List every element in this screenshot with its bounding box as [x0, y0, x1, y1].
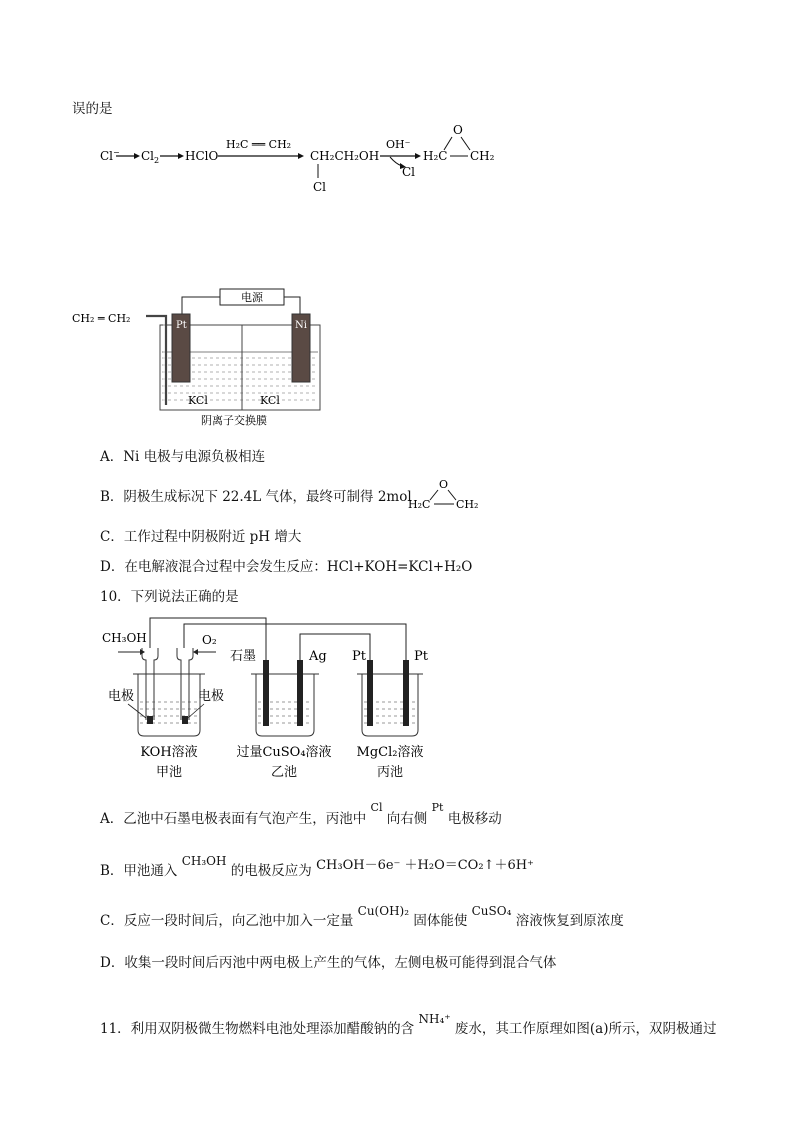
- scheme-hclo: HClO: [185, 149, 219, 163]
- q10-option-d: D．收集一段时间后丙池中两电极上产生的气体，左侧电极可能得到混合气体: [100, 955, 557, 971]
- scheme-cl-minus: Cl: [100, 149, 114, 163]
- svg-text:H₂C: H₂C: [408, 498, 431, 511]
- q10-b-equation: CH₃OH－6e⁻ ＋H₂O＝CO₂↑＋6H⁺: [316, 858, 534, 873]
- scheme-ethylene: H₂C ══ CH₂: [226, 138, 292, 151]
- q10-option-b: B．甲池通入 CH₃OH 的电极反应为 CH₃OH－6e⁻ ＋H₂O＝CO₂↑＋6H⁺: [100, 854, 534, 879]
- electrolysis-diagram: [70, 280, 360, 430]
- kcl-left: KCl: [188, 394, 208, 407]
- cell1-name: 甲池: [155, 765, 183, 780]
- ni-label: Ni: [295, 320, 307, 331]
- pt-right-label: Pt: [414, 649, 428, 664]
- q9-option-d: D．在电解液混合过程中会发生反应：HCl+KOH=KCl+H₂O: [100, 559, 473, 575]
- svg-text:Cl−: Cl−: [100, 148, 120, 163]
- q11-stem: 11．利用双阴极微生物燃料电池处理添加醋酸钠的含 NH₄⁺ 废水，其工作原理如图(a)所示，双阴极通过: [100, 1012, 717, 1037]
- q9-option-b: B．阴极生成标况下 22.4L 气体，最终可制得 2mol: [100, 489, 412, 505]
- svg-text:O: O: [439, 478, 449, 491]
- cell2-solution: 过量CuSO₄溶液: [236, 745, 332, 760]
- reaction-scheme: [90, 120, 510, 200]
- graphite-label: 石墨: [230, 649, 257, 664]
- scheme-product: CH₂CH₂OH: [310, 149, 380, 163]
- o2-inlet: O₂: [202, 633, 217, 647]
- epoxide-structure: [406, 476, 486, 512]
- cell1-solution: KOH溶液: [140, 745, 198, 760]
- q9-option-a: A．Ni 电极与电源负极相连: [100, 449, 266, 465]
- scheme-cl2: Cl: [141, 149, 155, 163]
- svg-text:CH₂: CH₂: [456, 498, 479, 511]
- svg-text:Cl2: $Cl_2$: [141, 149, 160, 165]
- kcl-right: KCl: [260, 394, 280, 407]
- ag-label: Ag: [309, 649, 327, 664]
- ag-electrode: [297, 660, 303, 726]
- intro-text: 误的是: [72, 101, 113, 117]
- cell3-solution: MgCl₂溶液: [356, 745, 424, 760]
- cell2-name: 乙池: [270, 765, 298, 780]
- q10-option-c: C．反应一段时间后，向乙池中加入一定量 Cu(OH)₂ 固体能使 CuSO₄ 溶液恢复到原浓度: [100, 904, 624, 929]
- scheme-oh: OH⁻: [386, 138, 411, 151]
- electrode-left-label: 电极: [108, 689, 135, 704]
- q10-option-a: A．乙池中石墨电极表面有气泡产生，丙池中 $^{Cl}$ 向右侧 $^{Pt}$ 电极移动: [100, 801, 502, 827]
- graphite-electrode: [263, 660, 269, 726]
- cell3-name: 丙池: [376, 765, 404, 780]
- pt-label: Pt: [176, 320, 187, 331]
- scheme-cl-leave: Cl: [402, 165, 416, 179]
- scheme-product-cl: Cl: [313, 180, 327, 194]
- pt-right-electrode: [403, 660, 409, 726]
- cell1-ethylene: CH₂ ═ CH₂: [72, 312, 131, 325]
- ch3oh-inlet: CH₃OH: [102, 631, 147, 645]
- q10-stem: 10．下列说法正确的是: [100, 589, 239, 605]
- three-cell-diagram: [100, 612, 450, 784]
- q9-option-c: C．工作过程中阴极附近 pH 增大: [100, 529, 302, 545]
- electrode-right-label: 电极: [198, 689, 225, 704]
- pt-left-electrode: [367, 660, 373, 726]
- pt-left-label: Pt: [352, 649, 366, 664]
- epoxide-ch2: CH₂: [470, 149, 495, 163]
- membrane-label: 阴离子交换膜: [201, 414, 267, 427]
- epoxide-h2c: H₂C: [423, 149, 448, 163]
- epoxide-o: O: [453, 123, 463, 137]
- power-label: 电源: [241, 291, 263, 304]
